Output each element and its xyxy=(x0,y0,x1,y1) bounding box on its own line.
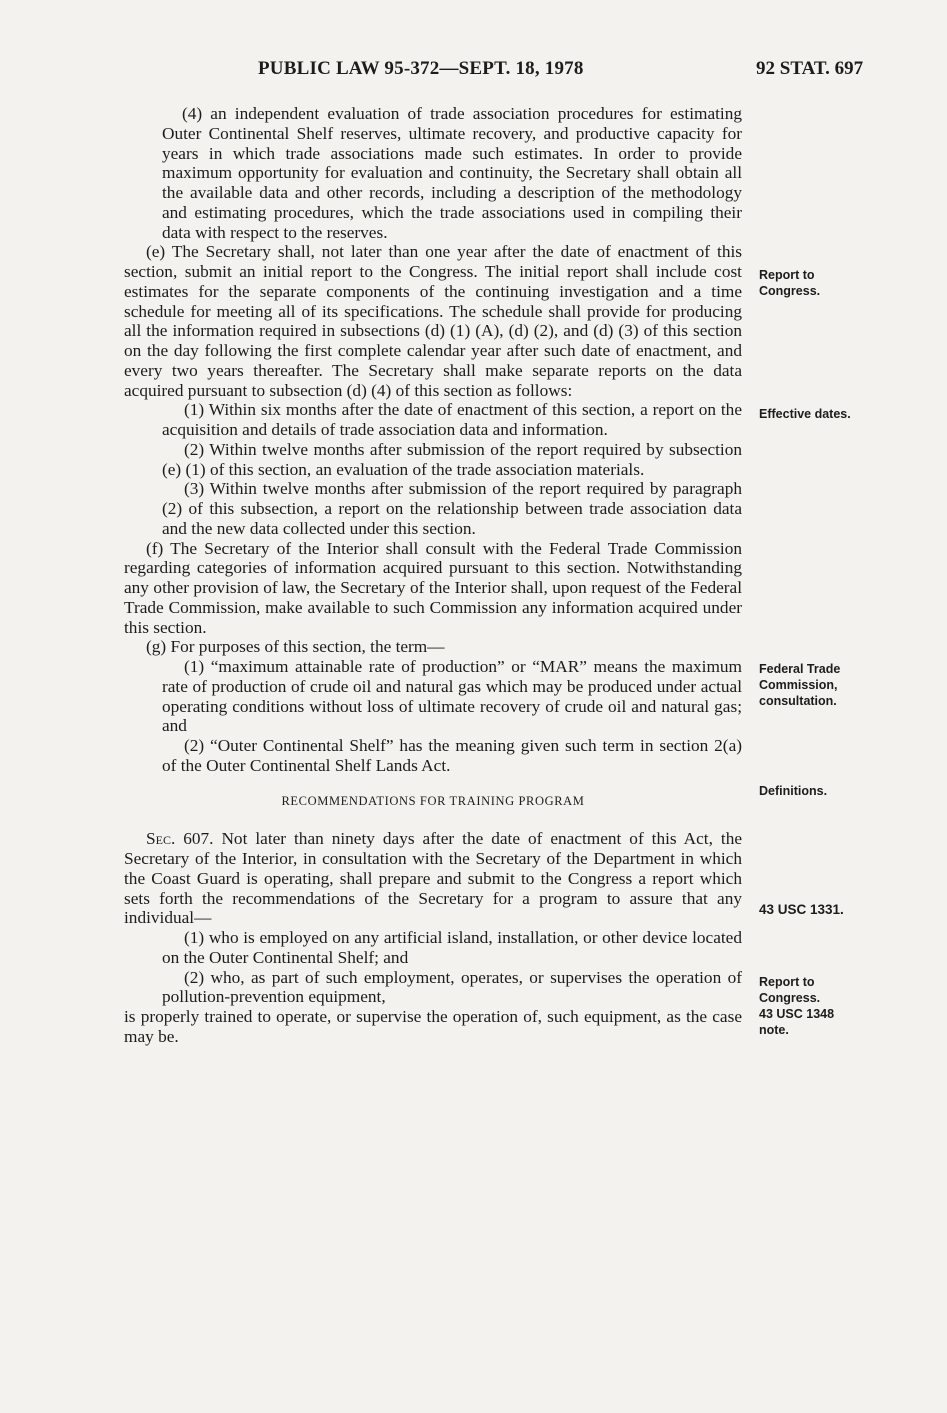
running-head xyxy=(0,58,947,86)
section-heading: RECOMMENDATIONS FOR TRAINING PROGRAM xyxy=(281,793,585,808)
margin-note-usc-1331 xyxy=(759,902,879,918)
header-title: PUBLIC LAW 95-372—SEPT. 18, 1978 xyxy=(258,58,584,79)
margin-note-line: note. xyxy=(759,1023,789,1037)
margin-note-definitions xyxy=(759,783,879,799)
margin-note-report-usc-1348 xyxy=(759,974,879,1038)
paragraph-e2: (2) Within twelve months after submission of the report required by subsection (e) (1) of this section, an evaluation of the trade association materials. xyxy=(162,439,742,479)
paragraph-e3: (3) Within twelve months after submission of the report required by paragraph (2) of this subsection, a report on the relationship between trade association data and the new data collected under this section. xyxy=(162,479,742,538)
margin-note-line: 43 USC 1331. xyxy=(759,902,844,917)
margin-note-ftc-consultation xyxy=(759,661,879,709)
margin-note-line: Report to xyxy=(759,268,815,282)
margin-note-line: Definitions. xyxy=(759,784,828,798)
margin-note-line: Commission, xyxy=(759,678,838,692)
header-page-reference: 92 STAT. 697 xyxy=(756,58,864,79)
paragraph-e1: (1) Within six months after the date of enactment of this section, a report on the acquisition and details of trade association data and information. xyxy=(162,400,742,439)
paragraph-g: (g) For purposes of this section, the term— xyxy=(146,637,445,657)
paragraph-f: (f) The Secretary of the Interior shall consult with the Federal Trade Commission regarding categories of information acquired pursuant to this section. Notwithstanding any other provision of law, the Secretary of the Interior shall, upon request of the Federal Trade Commission, make available to such Commission any information acquired under this section. xyxy=(124,538,742,637)
margin-note-line: Effective dates. xyxy=(759,407,851,421)
margin-note-line: Congress. xyxy=(759,284,821,298)
margin-note-line: consultation. xyxy=(759,694,837,708)
section-607-text: Not later than ninety days after the date of enactment of this Act, the Secretary of the Interior, in consultation with the Secretary of the Department in which the Coast Guard is operating, shall prepare and submit to the Congress a report which sets forth the recommendations of the Secretary for a program to assure that any individual— xyxy=(124,829,742,928)
paragraph-607-conclusion: is properly trained to operate, or supervise the operation of, such equipment, as the case may be. xyxy=(124,1007,742,1046)
margin-note-report-to-congress xyxy=(759,267,879,299)
margin-note-line: 43 USC 1348 xyxy=(759,1007,835,1021)
paragraph-607-2: (2) who, as part of such employment, operates, or supervises the operation of pollution-prevention equipment, xyxy=(162,967,742,1007)
margin-note-effective-dates xyxy=(759,406,879,422)
margin-note-line: Congress. xyxy=(759,991,821,1005)
paragraph-607-1: (1) who is employed on any artificial island, installation, or other device located on the Outer Continental Shelf; and xyxy=(162,928,742,967)
margin-note-line: Report to xyxy=(759,975,815,989)
section-label: Sec. 607. xyxy=(146,829,214,849)
margin-note-line: Federal Trade xyxy=(759,662,841,676)
paragraph-g1: (1) “maximum attainable rate of production” or “MAR” means the maximum rate of production of crude oil and natural gas which may be produced under actual operating conditions without loss of ultimate recovery of crude oil and natural gas; and xyxy=(162,657,742,736)
paragraph-g2: (2) “Outer Continental Shelf” has the meaning given such term in section 2(a) of the Outer Continental Shelf Lands Act. xyxy=(162,736,742,775)
paragraph-e: (e) The Secretary shall, not later than one year after the date of enactment of this section, submit an initial report to the Congress. The initial report shall include cost estimates for the separate components of the continuing investigation and a time schedule for meeting all of its specifications. The schedule shall provide for producing all the information required in subsections (d) (1) (A), (d) (2), and (d) (3) of this section on the day following the first complete calendar year after such date of enactment, and every two years thereafter. The Secretary shall make separate reports on the data acquired pursuant to subsection (d) (4) of this section as follows: xyxy=(124,242,742,400)
section-607 xyxy=(124,829,742,928)
statute-body xyxy=(124,104,742,1047)
paragraph-d4: (4) an independent evaluation of trade association procedures for estimating Outer Continental Shelf reserves, ultimate recovery, and productive capacity for years in which trade associations made such estimates. In order to provide maximum opportunity for evaluation and continuity, the Secretary shall obtain all the available data and other records, including a description of the methodology and estimating procedures, which the trade associations used in compiling their data with respect to the reserves. xyxy=(162,104,742,242)
